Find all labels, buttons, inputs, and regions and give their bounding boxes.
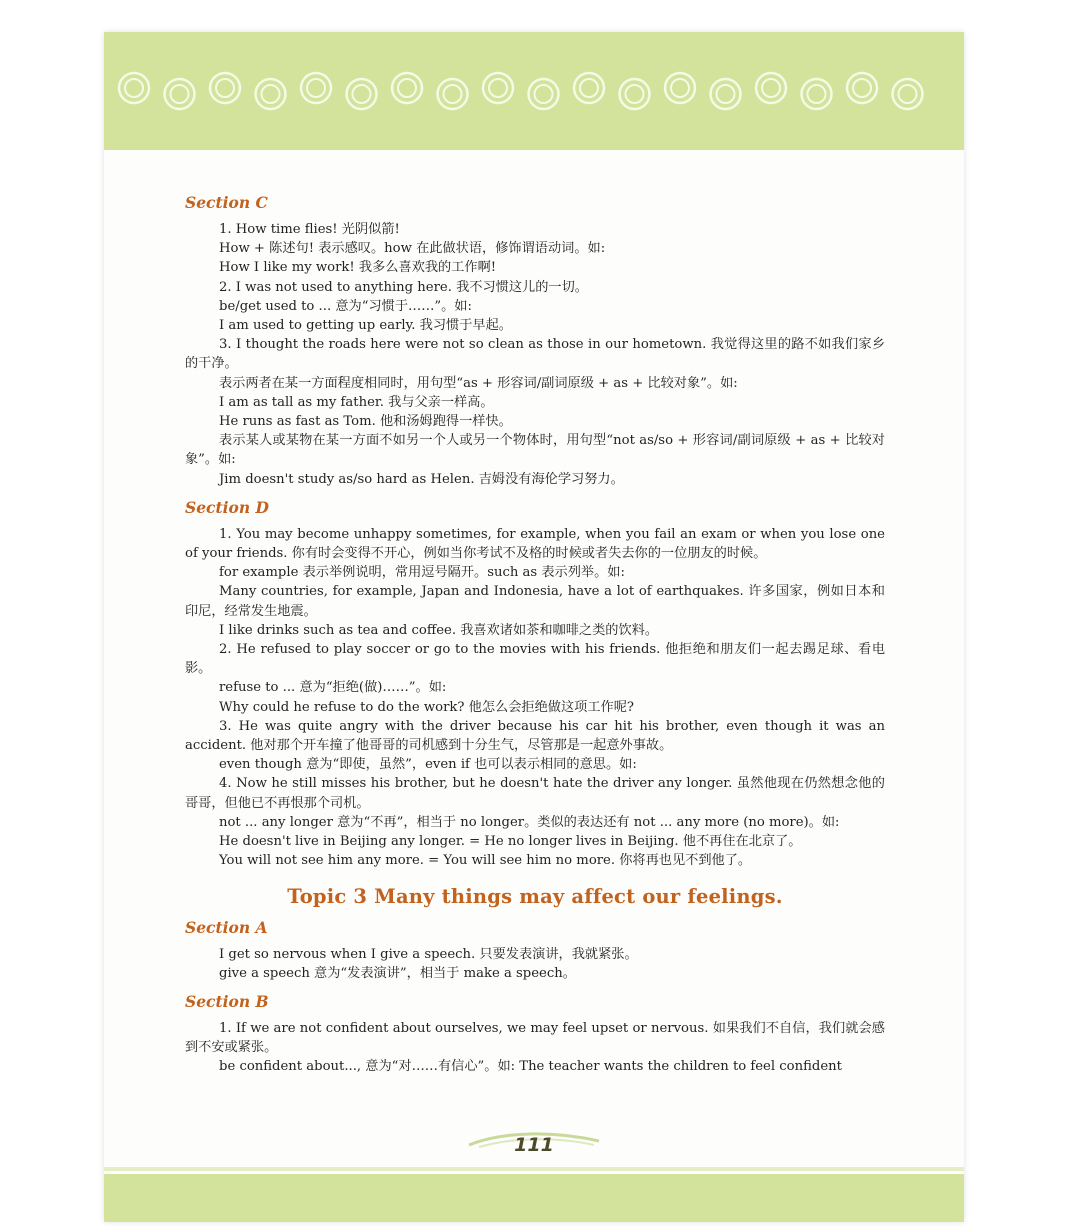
ring-icon bbox=[483, 73, 513, 103]
section-heading: Section A bbox=[185, 917, 268, 937]
paragraph: He runs as fast as Tom. 他和汤姆跑得一样快。 bbox=[219, 414, 512, 430]
paragraph: refuse to ... 意为“拒绝(做)……”。如: bbox=[219, 680, 447, 696]
paragraph: not ... any longer 意为“不再”，相当于 no longer。类似的表达还有 not ... any more (no more)。如: bbox=[219, 814, 840, 830]
paragraph: even though 意为“即使，虽然”，even if 也可以表示相同的意思。如: bbox=[219, 757, 637, 773]
paragraph: How + 陈述句! 表示感叹。how 在此做状语，修饰谓语动词。如: bbox=[219, 241, 606, 257]
section-heading: Section C bbox=[185, 193, 268, 212]
paragraph: I am as tall as my father. 我与父亲一样高。 bbox=[219, 394, 494, 410]
paragraph: 表示某人或某物在某一方面不如另一个人或另一个物体时，用句型“not as/so + 形容词/副词原级 + as + 比较对象”。如: bbox=[185, 433, 885, 468]
paragraph: I am used to getting up early. 我习惯于早起。 bbox=[219, 318, 512, 334]
paragraph: Many countries, for example, Japan and Indonesia, have a lot of earthquakes. 许多国家，例如日本和印尼，经常发生地震。 bbox=[185, 584, 885, 619]
ring-icon bbox=[893, 79, 923, 109]
page-number: 111 bbox=[514, 1134, 554, 1156]
paragraph: Why could he refuse to do the work? 他怎么会拒绝做这项工作呢? bbox=[219, 699, 634, 715]
paragraph: 3. I thought the roads here were not so clean as those in our hometown. 我觉得这里的路不如我们家乡的干净。 bbox=[185, 337, 885, 372]
paragraph: How I like my work! 我多么喜欢我的工作啊! bbox=[219, 260, 497, 276]
paragraph: I like drinks such as tea and coffee. 我喜欢诸如茶和咖啡之类的饮料。 bbox=[219, 622, 659, 638]
ring-icon bbox=[802, 79, 832, 109]
footer-line bbox=[104, 1167, 964, 1171]
paragraph: 1. You may become unhappy sometimes, for example, when you fail an exam or when you lose one of your friends. 你有时会变得不开心，例如当你考试不及格的时候或者失去你的一位朋友的时候。 bbox=[185, 526, 885, 562]
ring-icon bbox=[574, 73, 604, 103]
ring-decoration bbox=[104, 32, 964, 150]
section-heading: Section B bbox=[185, 991, 269, 1011]
paragraph: be confident about..., 意为“对……有信心”。如: The teacher wants the children to feel confident bbox=[219, 1059, 842, 1075]
ring-icon bbox=[529, 79, 559, 109]
ring-icon bbox=[756, 73, 786, 103]
paragraph: 3. He was quite angry with the driver because his car hit his brother, even though it was an accident. 他对那个开车撞了他哥哥的司机感到十分生气，尽管那是一起意外事故。 bbox=[185, 718, 885, 754]
ring-icon bbox=[620, 79, 650, 109]
paragraph: 1. How time flies! 光阴似箭! bbox=[219, 222, 400, 237]
header-band bbox=[104, 32, 964, 150]
ring-icon bbox=[347, 79, 377, 109]
ring-icon bbox=[438, 79, 468, 109]
paragraph: 2. I was not used to anything here. 我不习惯这儿的一切。 bbox=[219, 279, 588, 295]
topic-title: Topic 3 Many things may affect our feelings. bbox=[287, 884, 783, 908]
paragraph: You will not see him any more. = You will see him no more. 你将再也见不到他了。 bbox=[219, 853, 752, 869]
paragraph: 表示两者在某一方面程度相同时，用句型“as + 形容词/副词原级 + as + 比较对象”。如: bbox=[219, 375, 738, 391]
section-heading: Section D bbox=[185, 497, 269, 517]
paragraph: for example 表示举例说明，常用逗号隔开。such as 表示列举。如: bbox=[219, 565, 625, 581]
ring-icon bbox=[847, 73, 877, 103]
ring-icon bbox=[711, 79, 741, 109]
paragraph: give a speech 意为“发表演讲”，相当于 make a speech。 bbox=[219, 965, 576, 981]
footer-band bbox=[104, 1174, 964, 1222]
ring-icon bbox=[392, 73, 422, 103]
paragraph: be/get used to ... 意为“习惯于……”。如: bbox=[219, 298, 472, 314]
ring-icon bbox=[165, 79, 195, 109]
ring-icon bbox=[210, 73, 240, 103]
paragraph: Jim doesn't study as/so hard as Helen. 吉姆没有海伦学习努力。 bbox=[219, 471, 624, 487]
ring-icon bbox=[665, 73, 695, 103]
ring-icon bbox=[256, 79, 286, 109]
ring-icon bbox=[301, 73, 331, 103]
book-page bbox=[104, 32, 964, 1222]
paragraph: 1. If we are not confident about ourselves, we may feel upset or nervous. 如果我们不自信，我们就会感到不安或紧张。 bbox=[185, 1020, 885, 1056]
paragraph: 4. Now he still misses his brother, but he doesn't hate the driver any longer. 虽然他现在仍然想念他的哥哥，但他已不再恨那个司机。 bbox=[185, 776, 885, 811]
paragraph: He doesn't live in Beijing any longer. = He no longer lives in Beijing. 他不再住在北京了。 bbox=[219, 834, 802, 850]
page-content bbox=[185, 192, 885, 1077]
paragraph: I get so nervous when I give a speech. 只要发表演讲，我就紧张。 bbox=[219, 946, 638, 962]
paragraph: 2. He refused to play soccer or go to the movies with his friends. 他拒绝和朋友们一起去踢足球、看电影。 bbox=[185, 642, 885, 677]
ring-icon bbox=[119, 73, 149, 103]
